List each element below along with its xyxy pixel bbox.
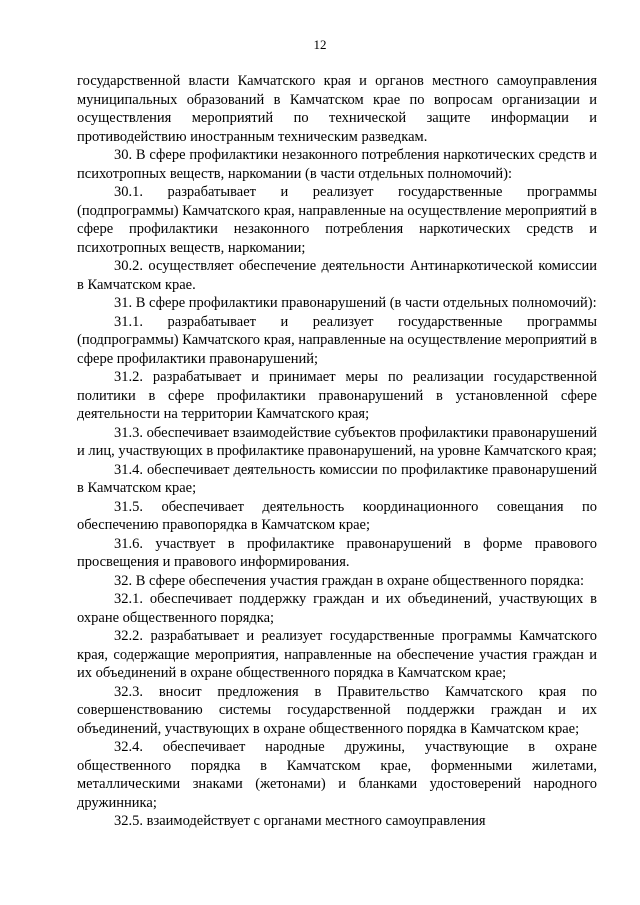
- paragraph-item-31-5: 31.5. обеспечивает деятельность координационного совещания по обеспечению правопорядка в Камчатском крае;: [77, 498, 597, 533]
- paragraph-item-31-4: 31.4. обеспечивает деятельность комиссии по профилактике правонарушений в Камчатском крае;: [77, 461, 597, 496]
- paragraph-item-32-2: 32.2. разрабатывает и реализует государственные программы Камчатского края, содержащие мероприятия, направленные на обеспечение участия граждан и их объединений в охране общественного порядка в Камчатском крае;: [77, 628, 597, 681]
- page-number: 12: [313, 37, 327, 52]
- paragraph-item-32-1: 32.1. обеспечивает поддержку граждан и их объединений, участвующих в охране общественного порядка;: [77, 591, 597, 626]
- paragraph-item-30-1: 30.1. разрабатывает и реализует государственные программы (подпрограммы) Камчатского края, направленные на осуществление мероприятий в сфере профилактики незаконного потребления наркотических средств и психотропных веществ, наркомании;: [77, 184, 597, 256]
- paragraph-item-30-2: 30.2. осуществляет обеспечение деятельности Антинаркотической комиссии в Камчатском крае.: [77, 258, 597, 293]
- paragraph-item-31: 31. В сфере профилактики правонарушений (в части отдельных полномочий):: [114, 295, 597, 311]
- paragraph-continuation: государственной власти Камчатского края и органов местного самоуправления муниципальных образований в Камчатском крае по вопросам организации и осуществления мероприятий по технической защите информации и противодействию иностранным техническим разведкам.: [77, 73, 597, 145]
- paragraph-item-31-2: 31.2. разрабатывает и принимает меры по реализации государственной политики в сфере профилактики правонарушений в установленной сфере деятельности на территории Камчатского края;: [77, 369, 597, 422]
- document-body: [77, 72, 597, 831]
- paragraph-item-32-4: 32.4. обеспечивает народные дружины, участвующие в охране общественного порядка в Камчатском крае, форменными жилетами, металлическими знаками (жетонами) и бланками удостоверений народного дружинника;: [77, 739, 597, 811]
- paragraph-item-32-5: 32.5. взаимодействует с органами местного самоуправления: [114, 813, 486, 829]
- paragraph-item-31-3: 31.3. обеспечивает взаимодействие субъектов профилактики правонарушений и лиц, участвующих в профилактике правонарушений, на уровне Камчатского края;: [77, 424, 597, 459]
- paragraph-item-32-3: 32.3. вносит предложения в Правительство Камчатского края по совершенствованию системы государственной поддержки граждан и их объединений, участвующих в охране общественного порядка в Камчатском крае;: [77, 683, 597, 737]
- paragraph-item-32: 32. В сфере обеспечения участия граждан в охране общественного порядка:: [114, 572, 585, 589]
- paragraph-item-31-6: 31.6. участвует в профилактике правонарушений в форме правового просвещения и правового информирования.: [77, 535, 597, 570]
- paragraph-item-31-1: 31.1. разрабатывает и реализует государственные программы (подпрограммы) Камчатского края, направленные на осуществление мероприятий в сфере профилактики правонарушений;: [77, 313, 597, 367]
- paragraph-item-30: 30. В сфере профилактики незаконного потребления наркотических средств и психотропных веществ, наркомании (в части отдельных полномочий):: [77, 147, 597, 182]
